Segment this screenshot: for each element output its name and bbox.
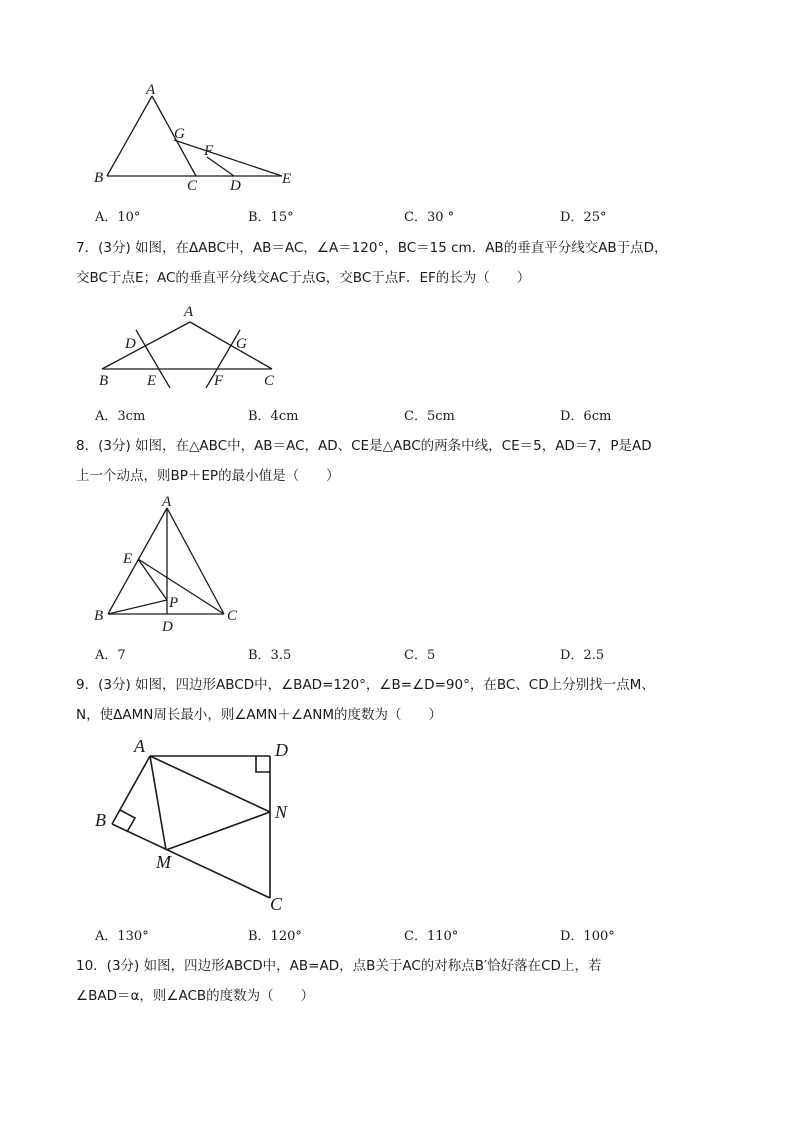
q8-option-b[interactable]: B．3.5 [248,648,292,663]
q9-segment-am [150,756,166,850]
q9-label-a: A [134,736,145,756]
q9-right-angle-d [256,756,270,772]
q8-option-c[interactable]: C．5 [404,648,436,663]
q9-label-d: D [275,740,288,760]
q8-stem-line-2: 上一个动点，则BP＋EP的最小值是（ ） [76,468,340,484]
q7-label-c: C [264,373,275,389]
q9-segment-ab [112,756,150,824]
q9-stem-line-1: 9．(3分) 如图，四边形ABCD中，∠BAD=120°，∠B=∠D=90°，在BC、CD上分别找一点M、 [76,677,655,693]
q9-option-d[interactable]: D．100° [560,929,615,944]
q9-label-b: B [95,810,106,830]
q6-label-d: D [230,178,241,194]
q8-label-c: C [227,608,238,624]
q6-option-a[interactable]: A．10° [95,210,141,225]
q10-stem [76,951,726,1011]
q7-label-g: G [236,336,247,352]
q9-stem [76,670,726,730]
q9-segment-bc [112,824,270,898]
q6-segment-ge [174,140,282,176]
q7-label-f: F [214,373,224,389]
q7-option-a[interactable]: A．3cm [95,409,146,424]
q6-label-c: C [187,178,198,194]
q7-option-d[interactable]: D．6cm [560,409,612,424]
q10-stem-line-2: ∠BAD＝α，则∠ACB的度数为（ ） [76,988,315,1004]
q8-median-ce [138,559,224,614]
q9-option-c[interactable]: C．110° [404,929,459,944]
q9-label-c: C [270,894,283,914]
q7-stem-line-2: 交BC于点E；AC的垂直平分线交AC于点G，交BC于点F．EF的长为（ ） [76,270,531,286]
q6-option-b[interactable]: B．15° [248,210,294,225]
q7-label-b: B [99,373,109,389]
q8-stem-line-1: 8．(3分) 如图，在△ABC中，AB＝AC，AD、CE是△ABC的两条中线，CE＝5，AD＝7，P是AD [76,438,652,454]
q7-label-d: D [125,336,136,352]
q8-figure [90,490,250,635]
q6-segment-fd [207,157,234,176]
q9-option-b[interactable]: B．120° [248,929,302,944]
q7-label-e: E [147,373,157,389]
q9-figure [90,732,310,917]
q9-option-a[interactable]: A．130° [95,929,149,944]
q8-segment-bp [108,600,167,614]
q8-label-p: P [169,595,179,611]
q8-segment-ab [108,508,167,614]
q8-label-a: A [162,494,172,510]
q6-label-f: F [204,143,214,159]
q8-label-e: E [123,551,133,567]
q6-option-c[interactable]: C．30 ° [404,210,455,225]
q8-label-b: B [94,608,104,624]
q6-label-a: A [146,82,156,98]
q6-label-e: E [282,171,292,187]
q7-label-a: A [184,304,194,320]
q8-stem [76,431,726,491]
q7-figure [94,302,284,394]
q10-stem-line-1: 10．(3分) 如图，四边形ABCD中，AB=AD，点B关于AC的对称点B′恰好落在CD上，若 [76,958,602,974]
q8-segment-ep [138,559,167,600]
q7-stem-line-1: 7．(3分) 如图，在ΔABC中，AB＝AC，∠A＝120°，BC＝15 cm．AB的垂直平分线交AB于点D， [76,240,668,256]
q7-stem [76,233,726,293]
q6-figure [90,82,310,194]
q6-segment-ab [107,96,152,176]
q6-option-d[interactable]: D．25° [560,210,607,225]
q9-label-m: M [156,852,171,872]
q9-segment-an [150,756,270,812]
q9-stem-line-2: N，使ΔAMN周长最小，则∠AMN＋∠ANM的度数为（ ） [76,707,442,723]
q7-option-c[interactable]: C．5cm [404,409,455,424]
q9-label-n: N [275,802,288,822]
q6-label-b: B [94,170,104,186]
q7-option-b[interactable]: B．4cm [248,409,299,424]
q8-option-d[interactable]: D．2.5 [560,648,605,663]
q9-segment-mn [166,812,270,850]
q8-label-d: D [162,619,173,635]
q8-option-a[interactable]: A．7 [95,648,126,663]
q7-segment-ab [102,322,190,369]
q6-label-g: G [174,126,185,142]
